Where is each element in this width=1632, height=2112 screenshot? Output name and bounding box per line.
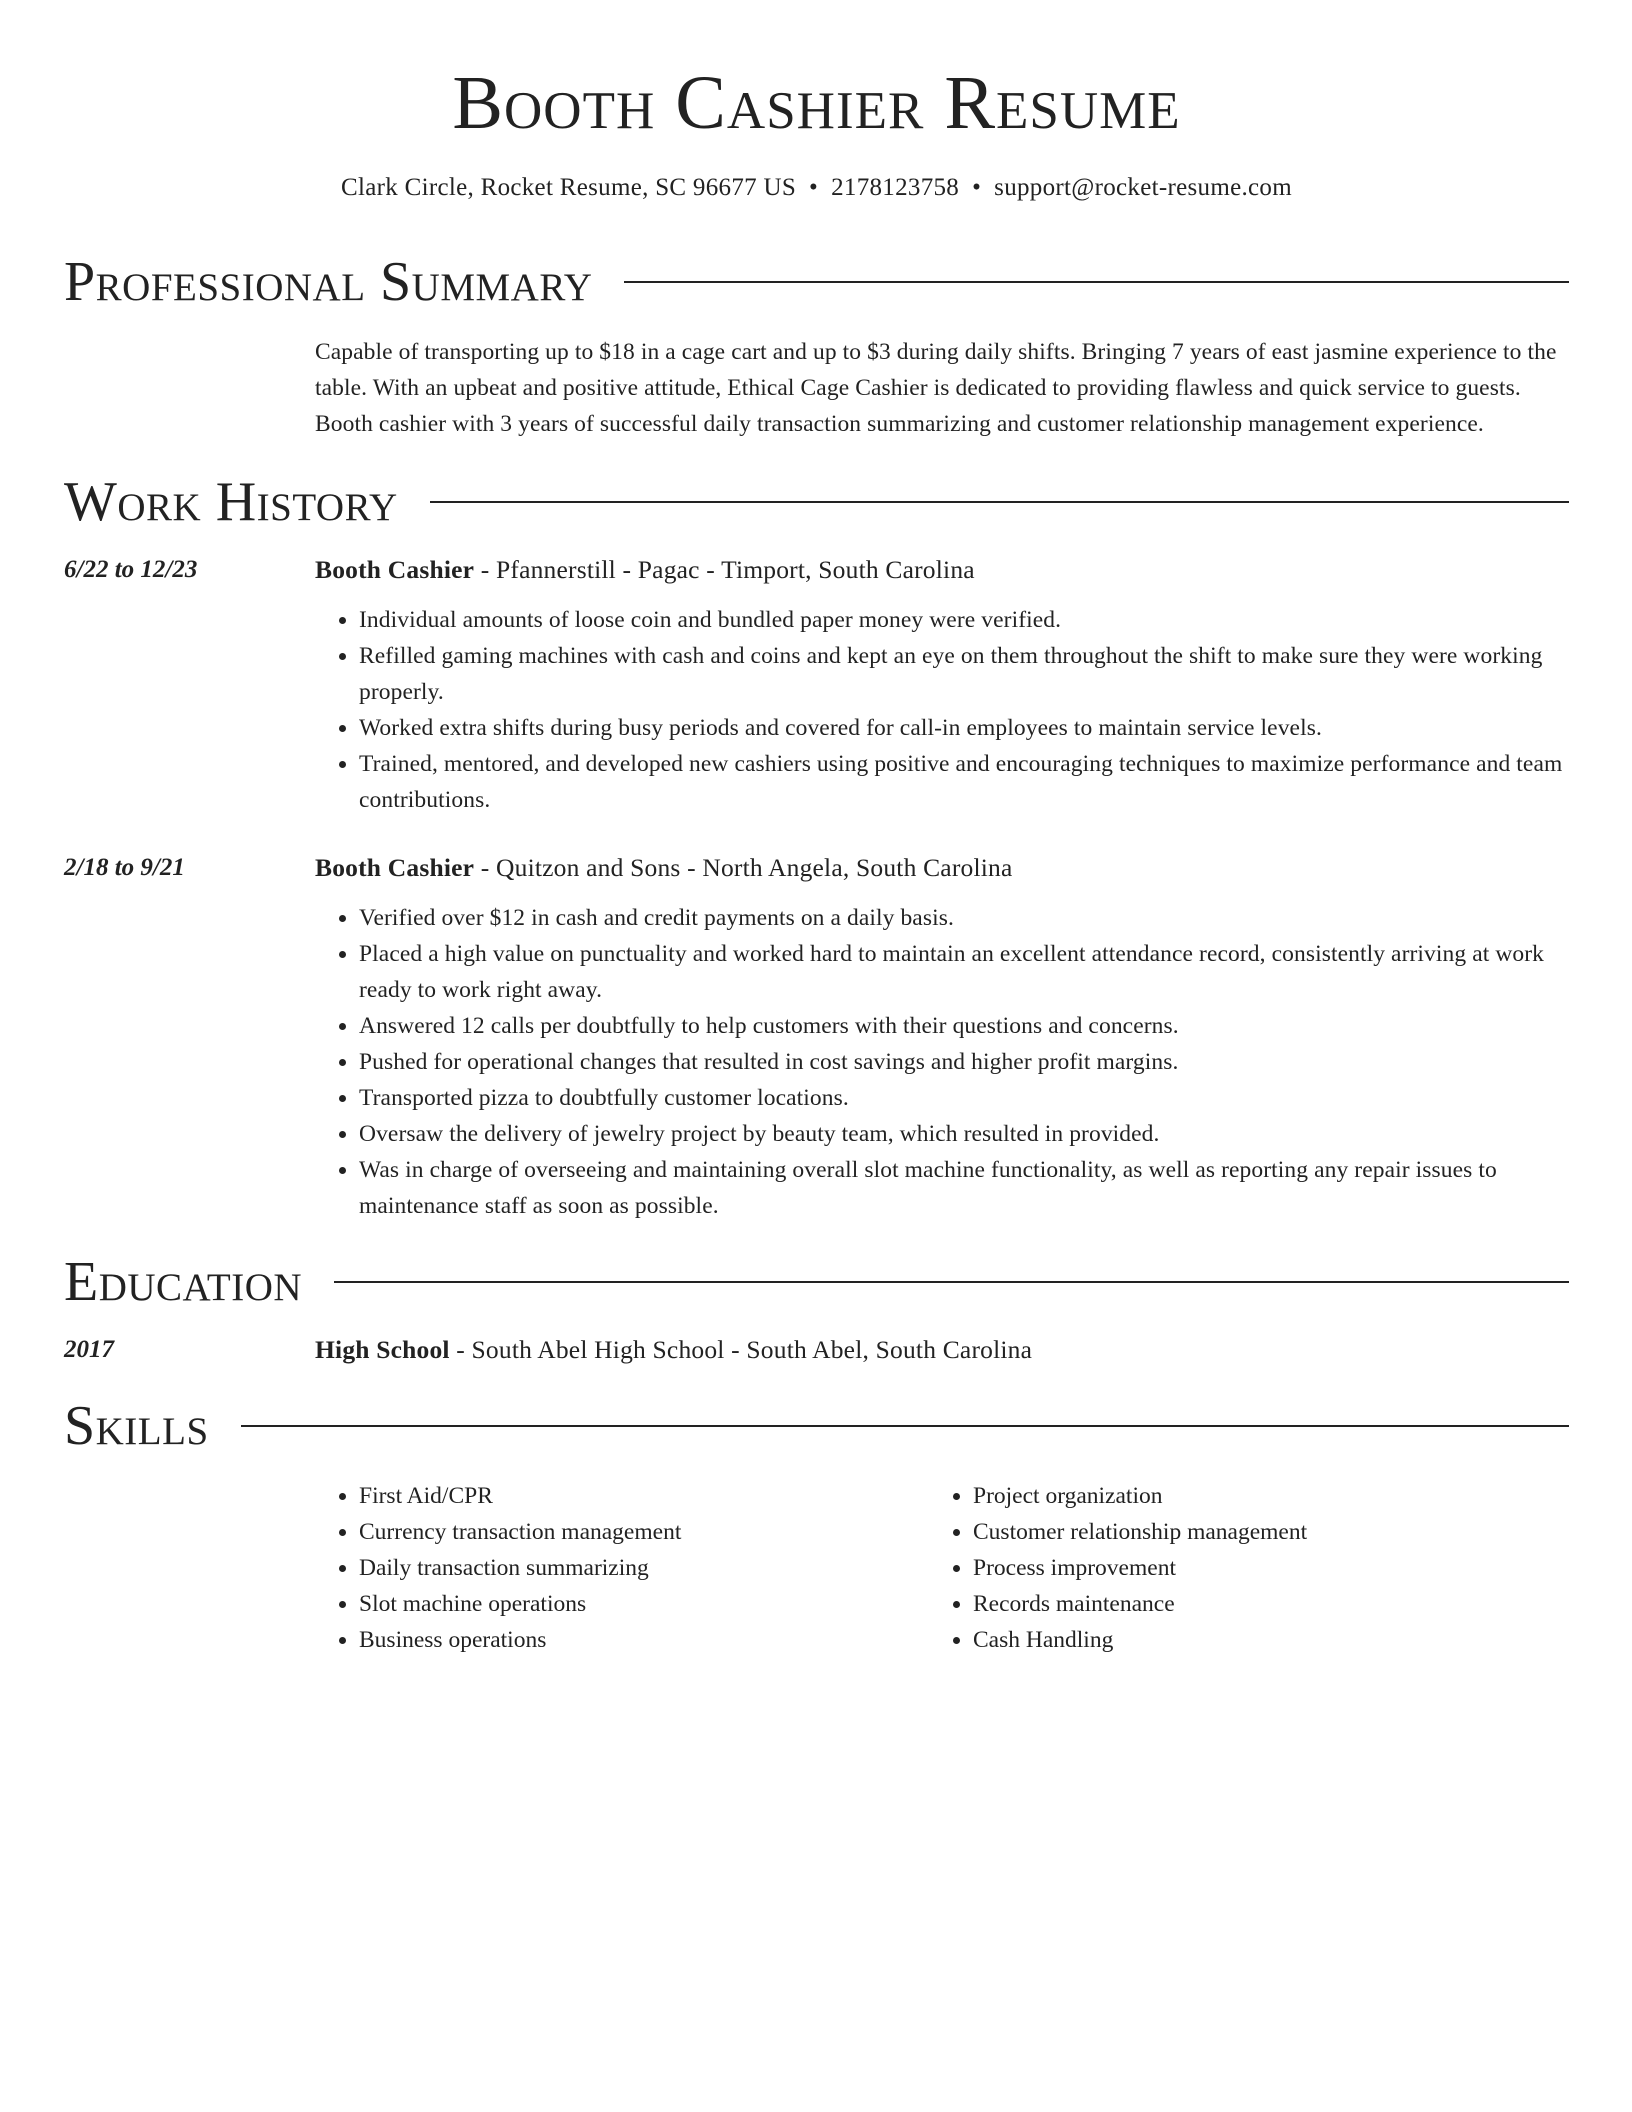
skill-item: • Project organization [973, 1478, 1543, 1514]
skill-item: • Slot machine operations [359, 1586, 929, 1622]
skills-column-left [315, 1478, 929, 1658]
contact-separator: • [972, 174, 982, 201]
education-section-header [64, 1250, 1569, 1314]
job-employer: - Pfannerstill - Pagac - Timport, South Carolina [474, 555, 975, 584]
summary-text: Capable of transporting up to $18 in a cage cart and up to $3 during daily shifts. Bringing 7 years of east jasmine experience to the table. With an upbeat and positive attitude, Ethical Cage Cashier is dedicated to providing flawless and quick service to guests. Booth cashier with 3 years of successful daily transaction summarizing and customer relationship management experience. [315, 339, 1557, 437]
job-bullets [315, 900, 1569, 1224]
education-heading: Education [64, 1251, 303, 1313]
education-year: 2017 [64, 1336, 114, 1363]
job-bullet: • Was in charge of overseeing and maintaining overall slot machine functionality, as well as reporting any repair issues to maintenance staff as soon as possible. [359, 1152, 1569, 1224]
contact-phone: 2178123758 [831, 174, 960, 201]
skill-item: • First Aid/CPR [359, 1478, 929, 1514]
section-divider [241, 1425, 1569, 1427]
skill-item: • Cash Handling [973, 1622, 1543, 1658]
skills-list [315, 1478, 1569, 1658]
work-section-header [64, 470, 1569, 534]
job-bullet: • Individual amounts of loose coin and bundled paper money were verified. [359, 602, 1569, 638]
skills-section-header [64, 1394, 1569, 1458]
skill-item: • Currency transaction management [359, 1514, 929, 1550]
section-divider [334, 1281, 1569, 1283]
job-title-line [315, 850, 1569, 886]
job-title-line [315, 552, 1569, 588]
job-bullets [315, 602, 1569, 818]
job-bullet: • Trained, mentored, and developed new cashiers using positive and encouraging techniques to maximize performance and team contributions. [359, 746, 1569, 818]
work-heading: Work History [64, 471, 398, 533]
job-bullet: • Placed a high value on punctuality and worked hard to maintain an excellent attendance record, consistently arriving at work ready to work right away. [359, 936, 1569, 1008]
skill-item: • Records maintenance [973, 1586, 1543, 1622]
job-bullet: • Worked extra shifts during busy periods and covered for call-in employees to maintain service levels. [359, 710, 1569, 746]
skills-heading: Skills [64, 1395, 209, 1457]
resume-page [64, 0, 1569, 1658]
job-entry [64, 850, 1569, 1224]
education-degree: High School [315, 1335, 450, 1364]
contact-separator: • [809, 174, 819, 201]
skill-item: • Customer relationship management [973, 1514, 1543, 1550]
job-title: Booth Cashier [315, 555, 475, 584]
education-school: - South Abel High School - South Abel, South Carolina [449, 1335, 1033, 1364]
job-bullet: • Oversaw the delivery of jewelry project by beauty team, which resulted in provided. [359, 1116, 1569, 1152]
job-entry [64, 552, 1569, 818]
skill-item: • Daily transaction summarizing [359, 1550, 929, 1586]
summary-heading: Professional Summary [64, 251, 593, 313]
job-bullet: • Transported pizza to doubtfully customer locations. [359, 1080, 1569, 1116]
summary-section-header [64, 250, 1569, 314]
job-bullet: • Verified over $12 in cash and credit payments on a daily basis. [359, 900, 1569, 936]
job-dates: 2/18 to 9/21 [64, 854, 185, 881]
contact-line [64, 172, 1569, 204]
job-title: Booth Cashier [315, 853, 475, 882]
section-divider [624, 281, 1569, 283]
job-bullet: • Refilled gaming machines with cash and coins and kept an eye on them throughout the shift to make sure they were working properly. [359, 638, 1569, 710]
resume-title: Booth Cashier Resume [452, 61, 1181, 145]
section-divider [430, 501, 1569, 503]
education-line [315, 1332, 1569, 1368]
contact-address: Clark Circle, Rocket Resume, SC 96677 US [341, 174, 797, 201]
skill-item: • Business operations [359, 1622, 929, 1658]
contact-email: support@rocket-resume.com [994, 174, 1292, 201]
job-dates: 6/22 to 12/23 [64, 556, 198, 583]
education-entry [64, 1332, 1569, 1368]
skill-item: • Process improvement [973, 1550, 1543, 1586]
job-bullet: • Pushed for operational changes that resulted in cost savings and higher profit margins. [359, 1044, 1569, 1080]
skills-column-right [929, 1478, 1543, 1658]
job-bullet: • Answered 12 calls per doubtfully to help customers with their questions and concerns. [359, 1008, 1569, 1044]
job-employer: - Quitzon and Sons - North Angela, South Carolina [474, 853, 1013, 882]
